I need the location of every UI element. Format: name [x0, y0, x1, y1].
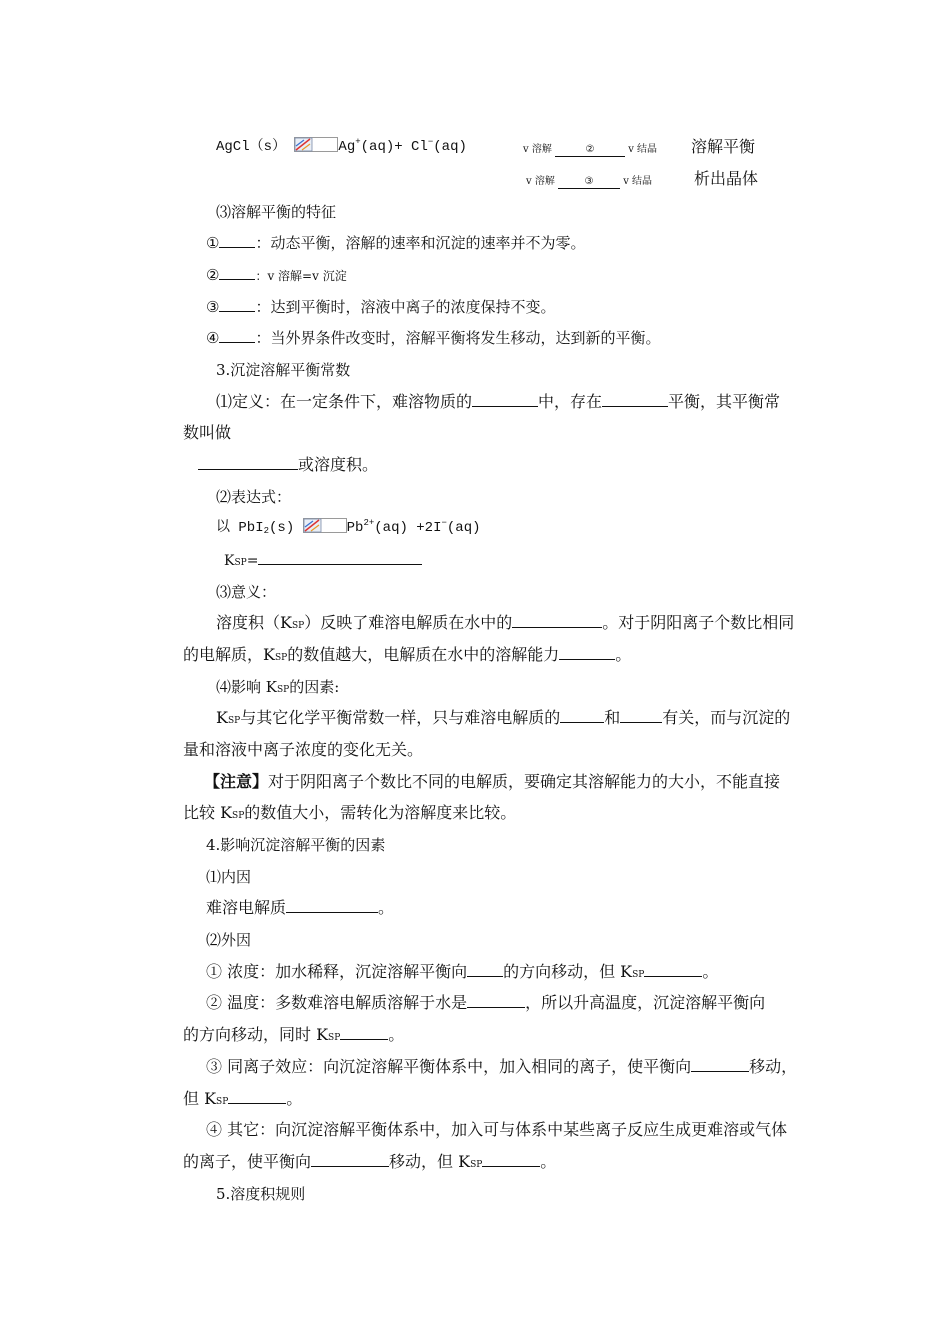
note-line1	[204, 772, 780, 792]
outer-factor-4-line1: ④ 其它：向沉淀溶解平衡体系中，加入可与体系中某些离子反应生成更难溶或气体	[206, 1120, 788, 1139]
pbi2-part-d: (aq)	[446, 520, 481, 536]
o3-blank-2[interactable]	[228, 1089, 286, 1104]
fa-part-c: 和	[604, 708, 621, 727]
o2-blank-2[interactable]	[340, 1025, 388, 1040]
v-dissolve-1: v 溶解	[523, 144, 552, 155]
factor-title	[216, 677, 339, 700]
o4-blank-2[interactable]	[482, 1152, 540, 1167]
note-tag: 【注意】	[204, 772, 269, 791]
pbi2-sub: 2	[263, 526, 270, 536]
outer-factor-title: ⑵外因	[206, 931, 252, 949]
inner-blank[interactable]	[286, 898, 378, 913]
m1-part-c: 。对于阴阳离子个数比相同	[602, 613, 795, 632]
o3-blank-1[interactable]	[691, 1057, 749, 1072]
o4-part-b: 的离子，使平衡向	[183, 1152, 312, 1171]
ksp-k: K	[224, 553, 235, 569]
o1-part-b: 的方向移动，但 K	[503, 962, 633, 981]
ksp-eq: =	[246, 553, 259, 569]
o2-part-b: ，所以升高温度，沉淀溶解平衡向	[525, 993, 766, 1012]
inner-text-b: 。	[378, 898, 395, 917]
v-crystal-2: v 结晶	[623, 176, 653, 187]
factor-title-b: 的因素:	[289, 678, 340, 696]
def-part-e: 或溶度积。	[298, 455, 379, 474]
feature-2-text: ：v 溶解=v 沉淀	[255, 269, 347, 283]
feature-3-text: ：达到平衡时，溶液中离子的浓度保持不变。	[255, 298, 556, 316]
pbi2-part-c: (aq) +2I	[374, 520, 442, 536]
ksp-definition-line2: 数叫做	[183, 423, 232, 442]
rate-mark-2: ②	[555, 144, 625, 157]
ag-symbol: Ag	[338, 139, 356, 155]
m1-part-b: ）反映了难溶电解质在水中的	[304, 613, 513, 632]
state-crystallize: 析出晶体	[694, 169, 759, 188]
feature-3	[206, 297, 555, 317]
note-part-b2: 的数值大小，需转化为溶解度来比较。	[244, 803, 517, 822]
note-line2	[183, 803, 516, 826]
pb-charge: 2+	[363, 518, 375, 528]
feature-2-blank[interactable]	[219, 265, 255, 280]
feature-4-text: ：当外界条件改变时，溶解平衡将发生移动，达到新的平衡。	[255, 329, 661, 347]
i-charge: −	[441, 518, 447, 528]
o4-blank-1[interactable]	[311, 1152, 389, 1167]
factor-line1	[216, 708, 790, 731]
inner-text-a: 难溶电解质	[206, 898, 287, 917]
ksp-definition-line1	[216, 392, 780, 412]
state-dissolve-equilibrium: 溶解平衡	[691, 137, 756, 156]
rate-row-2	[526, 172, 652, 192]
outer-factor-2-line2	[183, 1025, 404, 1048]
def-blank-3[interactable]	[198, 455, 298, 470]
outer-factor-3-line1	[206, 1057, 797, 1077]
feature-1-blank[interactable]	[219, 233, 255, 248]
feature-4-blank[interactable]	[219, 328, 255, 343]
note-part-a: 对于阴阳离子个数比不同的电解质，要确定其溶解能力的大小，不能直接	[268, 772, 781, 791]
agcl-equation	[216, 137, 467, 157]
feature-3-blank[interactable]	[219, 297, 255, 312]
section-4-title: 4.影响沉淀溶解平衡的因素	[206, 836, 386, 854]
feature-4	[206, 328, 660, 348]
feature-2-num: ②	[206, 266, 220, 284]
feature-3-num: ③	[206, 298, 220, 316]
section-features-title: ⑶溶解平衡的特征	[216, 203, 337, 221]
agcl-end: (aq)	[433, 139, 467, 155]
pb-symbol: Pb	[346, 520, 364, 536]
feature-1-text: ：动态平衡，溶解的速率和沉淀的速率并不为零。	[255, 234, 586, 252]
def-part-b: 中，存在	[538, 392, 603, 411]
feature-2	[206, 265, 347, 286]
o1-part-a: ① 浓度：加水稀释，沉淀溶解平衡向	[206, 962, 468, 981]
outer-factor-3-line2	[183, 1089, 302, 1112]
ksp-sub: SP	[234, 558, 247, 568]
o2-ksp-sub: SP	[328, 1033, 341, 1043]
fa-part-d: 有关，而与沉淀的	[662, 708, 791, 727]
agcl-mid: (aq)+ Cl	[360, 139, 428, 155]
section-5-title: 5.溶度积规则	[216, 1185, 306, 1203]
o3-part-a: ③ 同离子效应：向沉淀溶解平衡体系中，加入相同的离子，使平衡向	[206, 1057, 692, 1076]
o1-blank-1[interactable]	[467, 962, 503, 977]
ksp-definition-line3	[198, 455, 378, 475]
o2-part-a: ② 温度：多数难溶电解质溶解于水是	[206, 993, 468, 1012]
ksp-expression-blank[interactable]	[258, 550, 422, 565]
o4-part-c: 移动，但 K	[389, 1152, 471, 1171]
meaning-title: ⑶意义：	[216, 583, 277, 601]
note-part-b1: 比较 K	[183, 803, 233, 822]
pbi2-part-b: (s)	[269, 520, 295, 536]
feature-1	[206, 233, 585, 253]
meaning-blank-1[interactable]	[512, 613, 602, 628]
v-dissolve-2: v 溶解	[526, 176, 555, 187]
fa-ksp-sub: SP	[227, 716, 241, 726]
feature-1-num: ①	[206, 234, 220, 252]
o3-part-d: 。	[286, 1089, 303, 1108]
o2-blank-1[interactable]	[467, 993, 525, 1008]
v-crystal-1: v 结晶	[628, 144, 658, 155]
m2-part-b: 的数值越大，电解质在水中的溶解能力	[287, 645, 560, 664]
factor-line2: 量和溶液中离子浓度的变化无关。	[183, 740, 424, 759]
pbi2-equation	[216, 518, 481, 538]
rate-mark-3: ③	[558, 176, 620, 189]
factor-blank-2[interactable]	[620, 708, 662, 723]
factor-title-a: ⑷影响 K	[216, 678, 277, 696]
o1-ksp-sub: SP	[632, 970, 645, 980]
o2-part-c: 的方向移动，同时 K	[183, 1025, 329, 1044]
o3-part-b: 移动，	[749, 1057, 798, 1076]
meaning-blank-2[interactable]	[559, 645, 615, 660]
o3-ksp-sub: SP	[216, 1097, 229, 1107]
def-blank-2[interactable]	[602, 392, 668, 407]
fa-part-b: 与其它化学平衡常数一样，只与难溶电解质的	[240, 708, 561, 727]
inner-factor-line	[206, 898, 394, 918]
o2-part-d: 。	[388, 1025, 405, 1044]
outer-factor-2-line1	[206, 993, 765, 1013]
ksp-expression	[224, 550, 422, 573]
def-part-c: 平衡，其平衡常	[668, 392, 781, 411]
o1-blank-2[interactable]	[644, 962, 702, 977]
m2-part-c: 。	[615, 645, 632, 664]
rate-row-1	[523, 140, 657, 160]
agcl-left: AgCl（s）	[216, 139, 287, 155]
o1-part-c: 。	[702, 962, 719, 981]
note-ksp-sub: SP	[232, 811, 245, 821]
feature-4-num: ④	[206, 329, 220, 347]
cl-charge: −	[427, 137, 434, 147]
pbi2-part-a: 以 PbI	[216, 520, 264, 536]
meaning-line1	[216, 613, 794, 636]
equilibrium-arrow-icon	[294, 137, 338, 152]
section-3-title: 3.沉淀溶解平衡常数	[216, 361, 351, 379]
inner-factor-title: ⑴内因	[206, 868, 252, 886]
o3-part-c: 但 K	[183, 1089, 217, 1108]
m2-ksp-sub: SP	[274, 653, 288, 663]
outer-factor-1	[206, 962, 718, 985]
m1-ksp-sub: SP	[291, 621, 305, 631]
o4-part-d: 。	[540, 1152, 557, 1171]
m2-part-a: 的电解质，K	[183, 645, 275, 664]
fa-part-a: K	[216, 708, 228, 727]
expression-title: ⑵表达式：	[216, 488, 292, 506]
factor-ksp-sub: SP	[276, 685, 290, 695]
o4-ksp-sub: SP	[470, 1160, 483, 1170]
factor-blank-1[interactable]	[560, 708, 604, 723]
def-part-a: ⑴定义：在一定条件下，难溶物质的	[216, 392, 473, 411]
meaning-line2	[183, 645, 631, 668]
ag-charge: +	[355, 137, 361, 147]
equilibrium-arrow-icon	[303, 518, 347, 533]
outer-factor-4-line2	[183, 1152, 556, 1175]
def-blank-1[interactable]	[472, 392, 538, 407]
m1-part-a: 溶度积（K	[216, 613, 292, 632]
